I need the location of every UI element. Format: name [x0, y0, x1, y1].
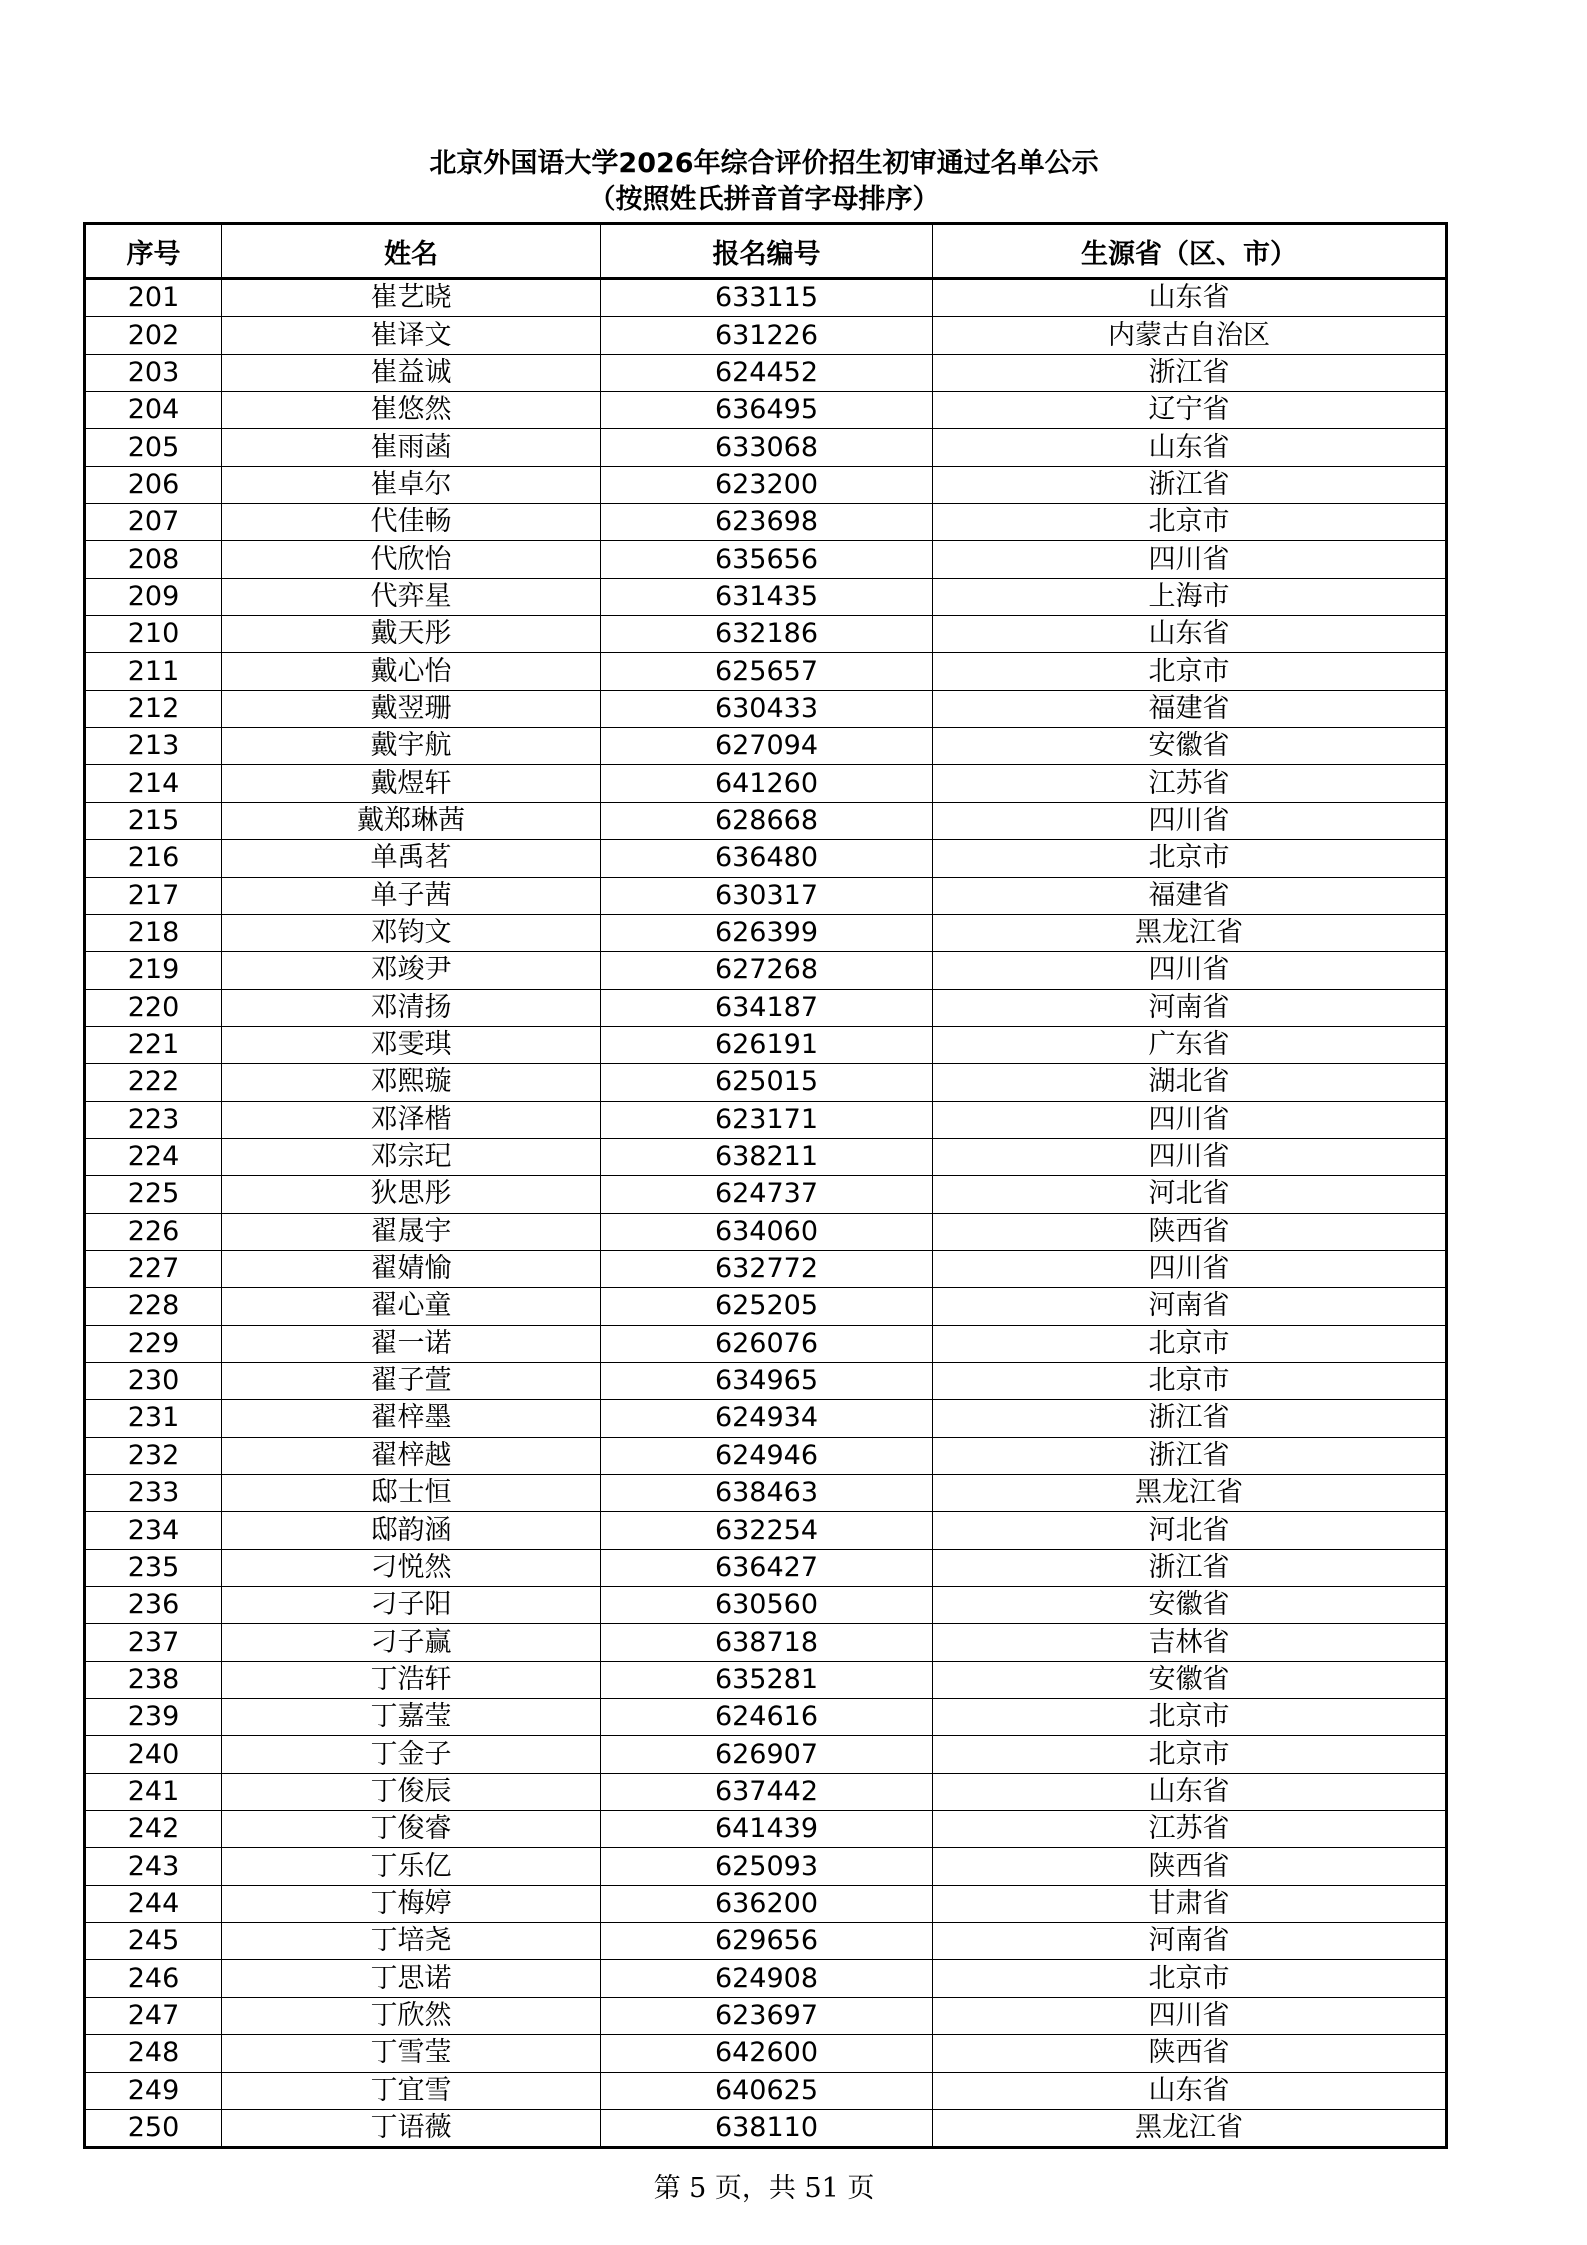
cell-index: 236: [85, 1587, 222, 1624]
cell-index: 247: [85, 1997, 222, 2034]
table-row: [85, 1138, 1447, 1175]
cell-registration-number: 632186: [601, 616, 933, 653]
cell-registration-number: 625205: [601, 1288, 933, 1325]
cell-registration-number: 633115: [601, 279, 933, 317]
table-row: [85, 279, 1447, 317]
cell-index: 218: [85, 914, 222, 951]
cell-registration-number: 625093: [601, 1848, 933, 1885]
cell-registration-number: 633068: [601, 429, 933, 466]
cell-registration-number: 624946: [601, 1437, 933, 1474]
table-row: [85, 1101, 1447, 1138]
cell-index: 205: [85, 429, 222, 466]
cell-name: 翟一诺: [222, 1325, 601, 1362]
table-row: [85, 653, 1447, 690]
cell-province: 北京市: [933, 1699, 1447, 1736]
cell-province: 四川省: [933, 1138, 1447, 1175]
cell-province: 四川省: [933, 541, 1447, 578]
cell-province: 上海市: [933, 578, 1447, 615]
cell-index: 207: [85, 504, 222, 541]
cell-name: 崔译文: [222, 317, 601, 354]
cell-province: 四川省: [933, 952, 1447, 989]
cell-index: 230: [85, 1362, 222, 1399]
cell-province: 北京市: [933, 1736, 1447, 1773]
cell-name: 丁语薇: [222, 2109, 601, 2147]
cell-index: 208: [85, 541, 222, 578]
cell-registration-number: 634965: [601, 1362, 933, 1399]
table-row: [85, 2072, 1447, 2109]
table-row: [85, 1736, 1447, 1773]
cell-registration-number: 638463: [601, 1475, 933, 1512]
document-title: 北京外国语大学2026年综合评价招生初审通过名单公示: [429, 148, 1099, 179]
table-row: [85, 1549, 1447, 1586]
cell-registration-number: 630317: [601, 877, 933, 914]
cell-registration-number: 624908: [601, 1960, 933, 1997]
cell-name: 刁子阳: [222, 1587, 601, 1624]
table-row: [85, 578, 1447, 615]
table-row: [85, 504, 1447, 541]
cell-registration-number: 632254: [601, 1512, 933, 1549]
cell-province: 四川省: [933, 1250, 1447, 1287]
cell-name: 丁乐亿: [222, 1848, 601, 1885]
cell-index: 250: [85, 2109, 222, 2147]
table-row: [85, 1176, 1447, 1213]
table-row: [85, 1885, 1447, 1922]
cell-name: 邓竣尹: [222, 952, 601, 989]
cell-name: 狄思彤: [222, 1176, 601, 1213]
cell-name: 崔雨菡: [222, 429, 601, 466]
cell-province: 河南省: [933, 1923, 1447, 1960]
cell-province: 河北省: [933, 1176, 1447, 1213]
cell-index: 211: [85, 653, 222, 690]
cell-index: 229: [85, 1325, 222, 1362]
table-row: [85, 1512, 1447, 1549]
cell-province: 安徽省: [933, 1661, 1447, 1698]
cell-registration-number: 629656: [601, 1923, 933, 1960]
cell-province: 浙江省: [933, 1400, 1447, 1437]
cell-registration-number: 624452: [601, 354, 933, 391]
cell-registration-number: 624616: [601, 1699, 933, 1736]
cell-index: 217: [85, 877, 222, 914]
table-row: [85, 989, 1447, 1026]
cell-province: 陕西省: [933, 1848, 1447, 1885]
cell-name: 邓泽楷: [222, 1101, 601, 1138]
table-row: [85, 429, 1447, 466]
table-body: [85, 279, 1447, 2148]
table-row: [85, 1661, 1447, 1698]
cell-province: 四川省: [933, 802, 1447, 839]
cell-index: 210: [85, 616, 222, 653]
cell-name: 戴翌珊: [222, 690, 601, 727]
cell-name: 刁悦然: [222, 1549, 601, 1586]
cell-name: 丁欣然: [222, 1997, 601, 2034]
cell-index: 238: [85, 1661, 222, 1698]
cell-name: 刁子赢: [222, 1624, 601, 1661]
cell-index: 246: [85, 1960, 222, 1997]
cell-name: 丁浩轩: [222, 1661, 601, 1698]
cell-name: 翟婧愉: [222, 1250, 601, 1287]
cell-registration-number: 627094: [601, 728, 933, 765]
table-row: [85, 1437, 1447, 1474]
cell-name: 代欣怡: [222, 541, 601, 578]
cell-province: 吉林省: [933, 1624, 1447, 1661]
cell-province: 四川省: [933, 1101, 1447, 1138]
cell-registration-number: 636480: [601, 840, 933, 877]
cell-index: 220: [85, 989, 222, 1026]
cell-province: 湖北省: [933, 1064, 1447, 1101]
cell-province: 浙江省: [933, 1437, 1447, 1474]
cell-registration-number: 631435: [601, 578, 933, 615]
cell-name: 邸韵涵: [222, 1512, 601, 1549]
table-row: [85, 1362, 1447, 1399]
cell-index: 228: [85, 1288, 222, 1325]
cell-name: 邓熙璇: [222, 1064, 601, 1101]
cell-index: 240: [85, 1736, 222, 1773]
cell-registration-number: 638110: [601, 2109, 933, 2147]
cell-province: 广东省: [933, 1026, 1447, 1063]
cell-province: 安徽省: [933, 728, 1447, 765]
cell-index: 235: [85, 1549, 222, 1586]
cell-index: 244: [85, 1885, 222, 1922]
cell-province: 陕西省: [933, 1213, 1447, 1250]
cell-province: 江苏省: [933, 1811, 1447, 1848]
page-footer: 第 5 页，共 51 页: [653, 2173, 875, 2204]
table-row: [85, 728, 1447, 765]
cell-name: 邓宗玘: [222, 1138, 601, 1175]
cell-province: 北京市: [933, 653, 1447, 690]
cell-index: 239: [85, 1699, 222, 1736]
table-row: [85, 1475, 1447, 1512]
cell-province: 北京市: [933, 1960, 1447, 1997]
cell-province: 河南省: [933, 1288, 1447, 1325]
cell-index: 227: [85, 1250, 222, 1287]
cell-registration-number: 634060: [601, 1213, 933, 1250]
table-row: [85, 354, 1447, 391]
cell-province: 陕西省: [933, 2035, 1447, 2072]
cell-name: 单禹茗: [222, 840, 601, 877]
cell-index: 206: [85, 466, 222, 503]
cell-index: 201: [85, 279, 222, 317]
cell-province: 浙江省: [933, 1549, 1447, 1586]
cell-registration-number: 623697: [601, 1997, 933, 2034]
cell-registration-number: 625657: [601, 653, 933, 690]
cell-index: 233: [85, 1475, 222, 1512]
cell-registration-number: 641439: [601, 1811, 933, 1848]
cell-province: 江苏省: [933, 765, 1447, 802]
cell-name: 单子茜: [222, 877, 601, 914]
cell-registration-number: 624934: [601, 1400, 933, 1437]
cell-name: 戴郑琳茜: [222, 802, 601, 839]
cell-index: 202: [85, 317, 222, 354]
cell-name: 崔悠然: [222, 392, 601, 429]
table-row: [85, 392, 1447, 429]
cell-index: 249: [85, 2072, 222, 2109]
table-row: [85, 1250, 1447, 1287]
cell-index: 243: [85, 1848, 222, 1885]
cell-name: 邓钧文: [222, 914, 601, 951]
column-header-index: 序号: [85, 224, 222, 279]
cell-index: 226: [85, 1213, 222, 1250]
table-row: [85, 1811, 1447, 1848]
table-row: [85, 1213, 1447, 1250]
cell-registration-number: 623200: [601, 466, 933, 503]
cell-province: 北京市: [933, 840, 1447, 877]
cell-name: 翟梓越: [222, 1437, 601, 1474]
cell-name: 丁梅婷: [222, 1885, 601, 1922]
cell-name: 丁金子: [222, 1736, 601, 1773]
table-row: [85, 1064, 1447, 1101]
cell-index: 209: [85, 578, 222, 615]
cell-registration-number: 626076: [601, 1325, 933, 1362]
cell-index: 212: [85, 690, 222, 727]
table-row: [85, 802, 1447, 839]
table-row: [85, 877, 1447, 914]
cell-registration-number: 642600: [601, 2035, 933, 2072]
table-row: [85, 2035, 1447, 2072]
cell-province: 山东省: [933, 1773, 1447, 1810]
cell-registration-number: 628668: [601, 802, 933, 839]
cell-name: 代佳畅: [222, 504, 601, 541]
table-row: [85, 2109, 1447, 2147]
cell-index: 203: [85, 354, 222, 391]
cell-name: 崔益诚: [222, 354, 601, 391]
table-row: [85, 1400, 1447, 1437]
cell-province: 河南省: [933, 989, 1447, 1026]
cell-index: 215: [85, 802, 222, 839]
cell-registration-number: 634187: [601, 989, 933, 1026]
table-row: [85, 1923, 1447, 1960]
cell-registration-number: 638211: [601, 1138, 933, 1175]
cell-index: 221: [85, 1026, 222, 1063]
cell-province: 辽宁省: [933, 392, 1447, 429]
cell-index: 204: [85, 392, 222, 429]
cell-name: 翟梓墨: [222, 1400, 601, 1437]
cell-index: 231: [85, 1400, 222, 1437]
cell-province: 内蒙古自治区: [933, 317, 1447, 354]
cell-registration-number: 626399: [601, 914, 933, 951]
table-row: [85, 541, 1447, 578]
cell-province: 安徽省: [933, 1587, 1447, 1624]
cell-registration-number: 635656: [601, 541, 933, 578]
cell-name: 戴心怡: [222, 653, 601, 690]
column-header-registration-number: 报名编号: [601, 224, 933, 279]
cell-index: 242: [85, 1811, 222, 1848]
cell-name: 丁俊睿: [222, 1811, 601, 1848]
cell-province: 山东省: [933, 279, 1447, 317]
cell-index: 234: [85, 1512, 222, 1549]
cell-province: 北京市: [933, 504, 1447, 541]
table-row: [85, 1997, 1447, 2034]
cell-registration-number: 636495: [601, 392, 933, 429]
cell-registration-number: 630433: [601, 690, 933, 727]
cell-name: 代弈星: [222, 578, 601, 615]
cell-index: 237: [85, 1624, 222, 1661]
cell-registration-number: 626907: [601, 1736, 933, 1773]
cell-name: 丁俊辰: [222, 1773, 601, 1810]
cell-index: 225: [85, 1176, 222, 1213]
cell-registration-number: 625015: [601, 1064, 933, 1101]
cell-registration-number: 641260: [601, 765, 933, 802]
table-row: [85, 466, 1447, 503]
cell-name: 崔卓尔: [222, 466, 601, 503]
cell-index: 213: [85, 728, 222, 765]
cell-registration-number: 632772: [601, 1250, 933, 1287]
cell-registration-number: 636427: [601, 1549, 933, 1586]
table-row: [85, 1960, 1447, 1997]
cell-name: 邸士恒: [222, 1475, 601, 1512]
cell-index: 248: [85, 2035, 222, 2072]
cell-index: 214: [85, 765, 222, 802]
cell-name: 丁嘉莹: [222, 1699, 601, 1736]
candidate-table: [83, 222, 1448, 2149]
cell-province: 山东省: [933, 429, 1447, 466]
cell-province: 山东省: [933, 616, 1447, 653]
table-row: [85, 616, 1447, 653]
cell-name: 丁宜雪: [222, 2072, 601, 2109]
table-row: [85, 914, 1447, 951]
cell-registration-number: 626191: [601, 1026, 933, 1063]
cell-province: 黑龙江省: [933, 1475, 1447, 1512]
table-header-row: [85, 224, 1447, 279]
cell-name: 丁思诺: [222, 1960, 601, 1997]
table-row: [85, 1699, 1447, 1736]
cell-registration-number: 623171: [601, 1101, 933, 1138]
cell-registration-number: 630560: [601, 1587, 933, 1624]
cell-index: 216: [85, 840, 222, 877]
table-row: [85, 690, 1447, 727]
cell-province: 山东省: [933, 2072, 1447, 2109]
cell-name: 翟晟宇: [222, 1213, 601, 1250]
cell-registration-number: 627268: [601, 952, 933, 989]
table-row: [85, 1288, 1447, 1325]
cell-index: 241: [85, 1773, 222, 1810]
table-row: [85, 1848, 1447, 1885]
table-row: [85, 1026, 1447, 1063]
table-row: [85, 1624, 1447, 1661]
cell-province: 福建省: [933, 690, 1447, 727]
table-row: [85, 317, 1447, 354]
cell-index: 219: [85, 952, 222, 989]
table-row: [85, 840, 1447, 877]
table-row: [85, 952, 1447, 989]
cell-province: 福建省: [933, 877, 1447, 914]
cell-registration-number: 623698: [601, 504, 933, 541]
cell-province: 黑龙江省: [933, 914, 1447, 951]
cell-province: 甘肃省: [933, 1885, 1447, 1922]
table-row: [85, 1587, 1447, 1624]
cell-registration-number: 638718: [601, 1624, 933, 1661]
cell-registration-number: 624737: [601, 1176, 933, 1213]
cell-name: 丁培尧: [222, 1923, 601, 1960]
cell-name: 戴天彤: [222, 616, 601, 653]
cell-index: 245: [85, 1923, 222, 1960]
cell-registration-number: 631226: [601, 317, 933, 354]
cell-index: 232: [85, 1437, 222, 1474]
cell-name: 丁雪莹: [222, 2035, 601, 2072]
table-row: [85, 765, 1447, 802]
cell-registration-number: 637442: [601, 1773, 933, 1810]
cell-name: 崔艺晓: [222, 279, 601, 317]
cell-index: 223: [85, 1101, 222, 1138]
cell-province: 四川省: [933, 1997, 1447, 2034]
cell-province: 浙江省: [933, 354, 1447, 391]
column-header-province: 生源省（区、市）: [933, 224, 1447, 279]
table-row: [85, 1773, 1447, 1810]
cell-name: 戴煜轩: [222, 765, 601, 802]
cell-province: 浙江省: [933, 466, 1447, 503]
cell-registration-number: 635281: [601, 1661, 933, 1698]
column-header-name: 姓名: [222, 224, 601, 279]
cell-name: 翟子萱: [222, 1362, 601, 1399]
cell-province: 黑龙江省: [933, 2109, 1447, 2147]
cell-province: 河北省: [933, 1512, 1447, 1549]
cell-name: 翟心童: [222, 1288, 601, 1325]
cell-index: 224: [85, 1138, 222, 1175]
cell-name: 邓雯琪: [222, 1026, 601, 1063]
cell-registration-number: 640625: [601, 2072, 933, 2109]
cell-province: 北京市: [933, 1362, 1447, 1399]
cell-name: 邓清扬: [222, 989, 601, 1026]
document-subtitle: （按照姓氏拼音首字母排序）: [588, 184, 940, 215]
cell-index: 222: [85, 1064, 222, 1101]
cell-registration-number: 636200: [601, 1885, 933, 1922]
table-row: [85, 1325, 1447, 1362]
cell-province: 北京市: [933, 1325, 1447, 1362]
cell-name: 戴宇航: [222, 728, 601, 765]
